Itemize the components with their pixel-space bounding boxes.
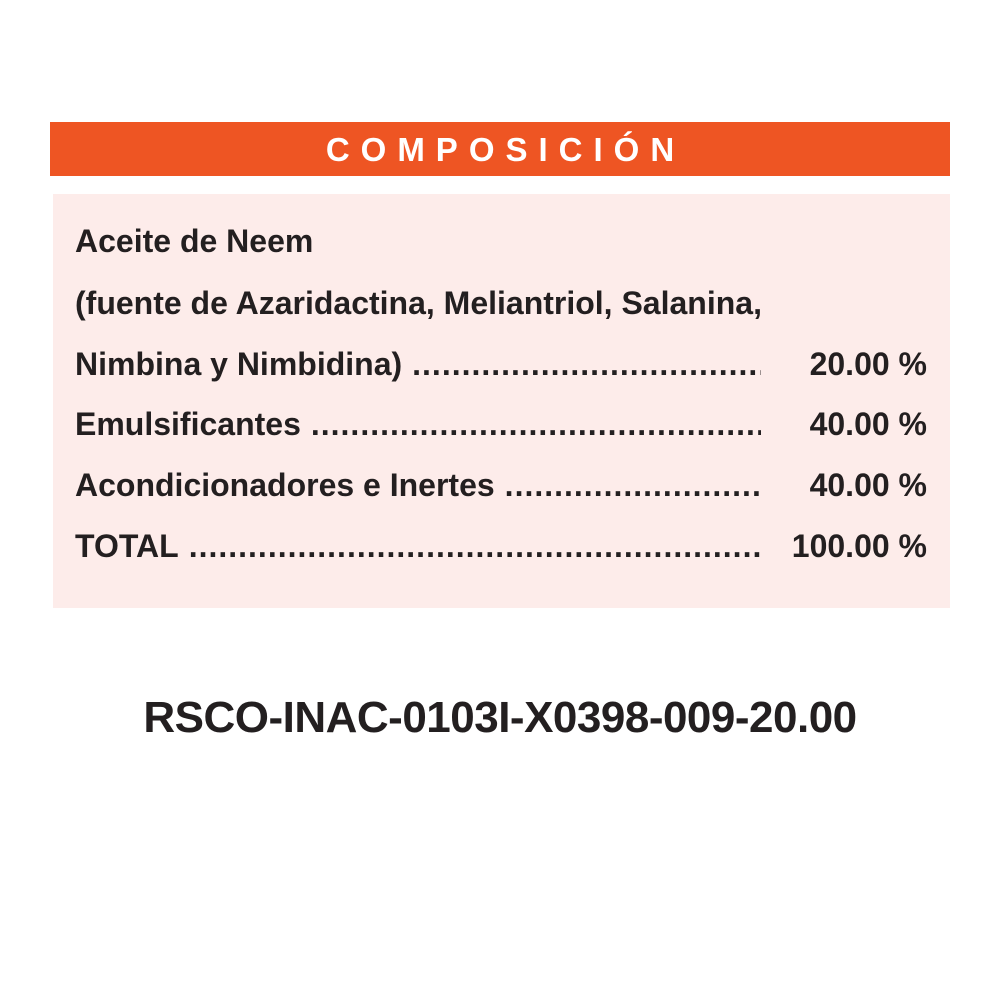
dot-leader	[311, 404, 761, 444]
dot-leader	[505, 465, 761, 505]
ingredient-line: Aceite de Neem	[75, 223, 314, 259]
composition-panel	[53, 194, 950, 608]
registration-code: RSCO-INAC-0103I-X0398-009-20.00	[143, 693, 857, 742]
dot-leader	[189, 526, 761, 566]
ingredient-percent: 40.00 %	[809, 467, 927, 503]
composition-total-row	[75, 526, 927, 566]
total-percent: 100.00 %	[791, 528, 927, 564]
composition-row	[75, 465, 927, 505]
ingredient-name: Acondicionadores e Inertes	[75, 467, 495, 503]
ingredient-percent: 40.00 %	[809, 406, 927, 442]
ingredient-name: Nimbina y Nimbidina)	[75, 346, 403, 382]
ingredient-name: Emulsificantes	[75, 406, 301, 442]
composition-row	[75, 344, 927, 384]
ingredient-line: (fuente de Azaridactina, Meliantriol, Salanina,	[75, 285, 762, 321]
ingredient-percent: 20.00 %	[809, 346, 927, 382]
composition-title: COMPOSICIÓN	[325, 130, 686, 168]
dot-leader	[412, 344, 761, 384]
total-label: TOTAL	[75, 528, 179, 564]
composition-row	[75, 404, 927, 444]
composition-header-bar	[50, 122, 950, 176]
